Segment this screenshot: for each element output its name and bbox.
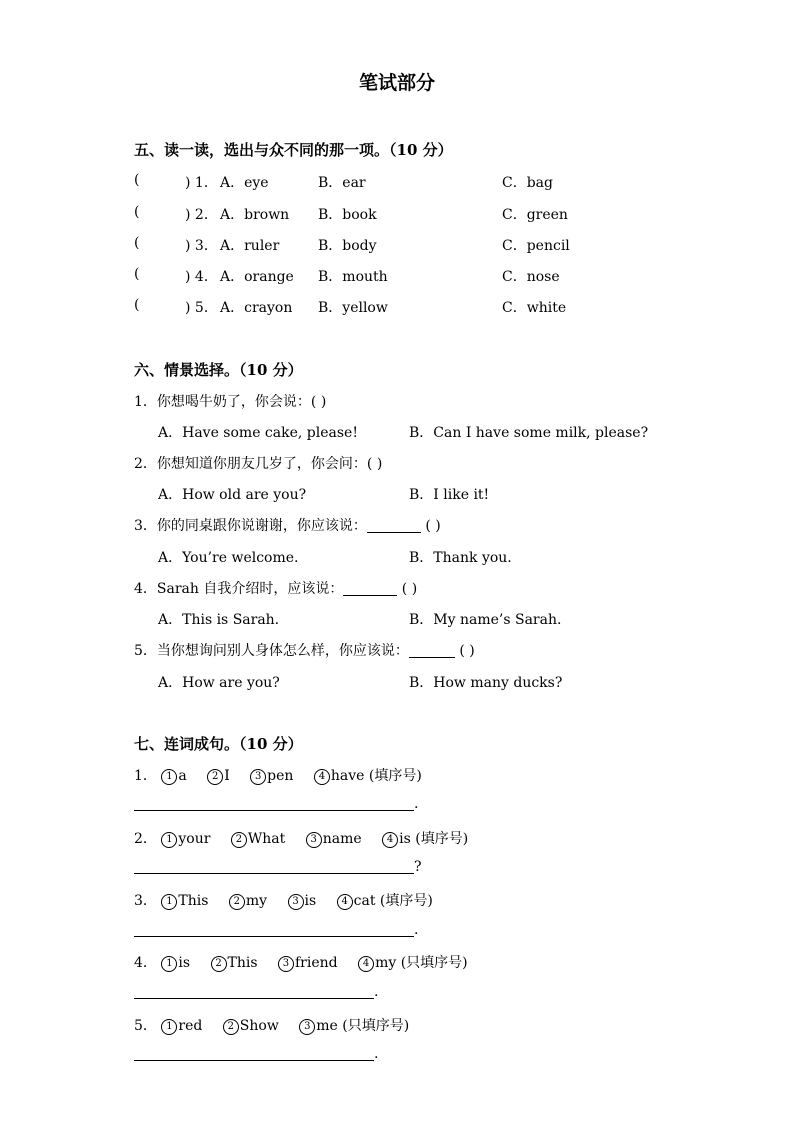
option-c: C．white xyxy=(502,300,567,316)
fill-note: (填序号) xyxy=(379,893,433,909)
circled-number: 3 xyxy=(278,956,294,972)
option-a: A．eye xyxy=(220,175,269,191)
word-token: is xyxy=(304,893,317,909)
word-token: red xyxy=(178,1018,203,1034)
word-order-item: 3． 1 This 2 my 3 is 4 cat (填序号) xyxy=(134,893,433,909)
circled-number: 4 xyxy=(337,894,353,910)
question-text: 5．当你想询问别人身体怎么样，你应该说： ( ) xyxy=(134,643,475,659)
option-a: A．You’re welcome. xyxy=(158,550,299,566)
section-five-heading: 五、读一读，选出与众不同的那一项。（10 分） xyxy=(134,141,453,159)
answer-line[interactable] xyxy=(134,998,374,999)
option-a: A．crayon xyxy=(220,300,293,316)
circled-number: 2 xyxy=(207,769,223,785)
answer-blank[interactable] xyxy=(343,581,397,596)
item-number: ) 2． xyxy=(185,207,218,223)
fill-note: (填序号) xyxy=(368,768,422,784)
option-b: B．body xyxy=(318,238,377,254)
word-token: is xyxy=(399,831,411,847)
circled-number: 2 xyxy=(223,1019,239,1035)
answer-paren[interactable]: ( xyxy=(134,172,140,188)
option-a: A．brown xyxy=(220,207,290,223)
option-a: A．Have some cake, please! xyxy=(158,425,358,441)
circled-number: 1 xyxy=(161,769,177,785)
word-token: This xyxy=(227,955,258,971)
circled-number: 2 xyxy=(229,894,245,910)
word-token: a xyxy=(178,768,187,784)
option-b: B．ear xyxy=(318,175,366,191)
option-a: A．This is Sarah. xyxy=(158,612,280,628)
word-token: cat xyxy=(353,893,376,909)
sentence-end-mark: . xyxy=(374,984,379,1000)
answer-line[interactable] xyxy=(134,873,414,874)
circled-number: 2 xyxy=(211,956,227,972)
circled-number: 4 xyxy=(382,832,398,848)
word-token: have xyxy=(330,768,365,784)
option-c: C．pencil xyxy=(502,238,570,254)
circled-number: 3 xyxy=(288,894,304,910)
sentence-end-mark: . xyxy=(414,796,419,812)
word-token: is xyxy=(178,955,191,971)
answer-line[interactable] xyxy=(134,810,414,811)
answer-paren[interactable]: ( xyxy=(134,204,140,220)
circled-number: 4 xyxy=(314,769,330,785)
option-a: A．How old are you? xyxy=(158,487,307,503)
option-b: B．Thank you. xyxy=(409,550,512,566)
sentence-end-mark: . xyxy=(374,1046,379,1062)
circled-number: 1 xyxy=(161,956,177,972)
answer-blank[interactable] xyxy=(409,643,455,658)
option-b: B．Can I have some milk, please? xyxy=(409,425,649,441)
circled-number: 1 xyxy=(161,832,177,848)
sentence-end-mark: ? xyxy=(414,859,422,875)
circled-number: 3 xyxy=(306,832,322,848)
option-b: B．How many ducks? xyxy=(409,675,563,691)
option-b: B．My name’s Sarah. xyxy=(409,612,562,628)
circled-number: 4 xyxy=(358,956,374,972)
item-number: ) 4． xyxy=(185,269,218,285)
sentence-end-mark: . xyxy=(414,922,419,938)
word-token: your xyxy=(178,831,211,847)
question-text: 3．你的同桌跟你说谢谢，你应该说： ( ) xyxy=(134,518,441,534)
section-seven-heading: 七、连词成句。（10 分） xyxy=(134,735,303,753)
option-b: B．I like it! xyxy=(409,487,490,503)
circled-number: 2 xyxy=(231,832,247,848)
circled-number: 3 xyxy=(299,1019,315,1035)
fill-note: (填序号) xyxy=(415,831,469,847)
item-number: ) 3． xyxy=(185,238,218,254)
circled-number: 1 xyxy=(161,1019,177,1035)
word-token: What xyxy=(247,831,286,847)
option-b: B．mouth xyxy=(318,269,388,285)
word-order-item: 5． 1 red 2 Show 3 me (只填序号) xyxy=(134,1018,410,1034)
answer-paren[interactable]: ( xyxy=(134,235,140,251)
option-a: A．orange xyxy=(220,269,294,285)
question-text: 2．你想知道你朋友几岁了，你会问：( ) xyxy=(134,456,383,472)
answer-blank[interactable] xyxy=(367,518,421,533)
answer-paren[interactable]: ( xyxy=(134,266,140,282)
option-b: B．yellow xyxy=(318,300,388,316)
question-text: 1．你想喝牛奶了，你会说：( ) xyxy=(134,394,327,410)
page-title: 笔试部分 xyxy=(358,72,435,94)
word-order-item: 2． 1 your 2 What 3 name 4 is (填序号) xyxy=(134,831,469,847)
word-token: my xyxy=(245,893,268,909)
option-a: A．How are you? xyxy=(158,675,280,691)
word-token: my xyxy=(375,955,397,971)
answer-paren[interactable]: ( xyxy=(134,297,140,313)
fill-note: (只填序号) xyxy=(400,955,468,971)
fill-note: (只填序号) xyxy=(342,1018,410,1034)
circled-number: 3 xyxy=(250,769,266,785)
question-text: 4．Sarah 自我介绍时，应该说： ( ) xyxy=(134,581,418,597)
answer-line[interactable] xyxy=(134,936,414,937)
word-token: pen xyxy=(267,768,294,784)
option-b: B．book xyxy=(318,207,377,223)
answer-line[interactable] xyxy=(134,1060,374,1061)
option-c: C．green xyxy=(502,207,568,223)
item-number: ) 1． xyxy=(185,175,218,191)
word-order-item: 4． 1 is 2 This 3 friend 4 my (只填序号) xyxy=(134,955,468,971)
option-c: C．bag xyxy=(502,175,553,191)
item-number: ) 5． xyxy=(185,300,218,316)
word-token: I xyxy=(224,768,230,784)
word-token: This xyxy=(178,893,209,909)
option-c: C．nose xyxy=(502,269,560,285)
word-token: name xyxy=(322,831,362,847)
section-six-heading: 六、情景选择。（10 分） xyxy=(134,361,303,379)
circled-number: 1 xyxy=(161,894,177,910)
option-a: A．ruler xyxy=(220,238,280,254)
word-token: me xyxy=(316,1018,338,1034)
word-token: Show xyxy=(239,1018,279,1034)
word-order-item: 1． 1 a 2 I 3 pen 4 have (填序号) xyxy=(134,768,422,784)
word-token: friend xyxy=(294,955,338,971)
